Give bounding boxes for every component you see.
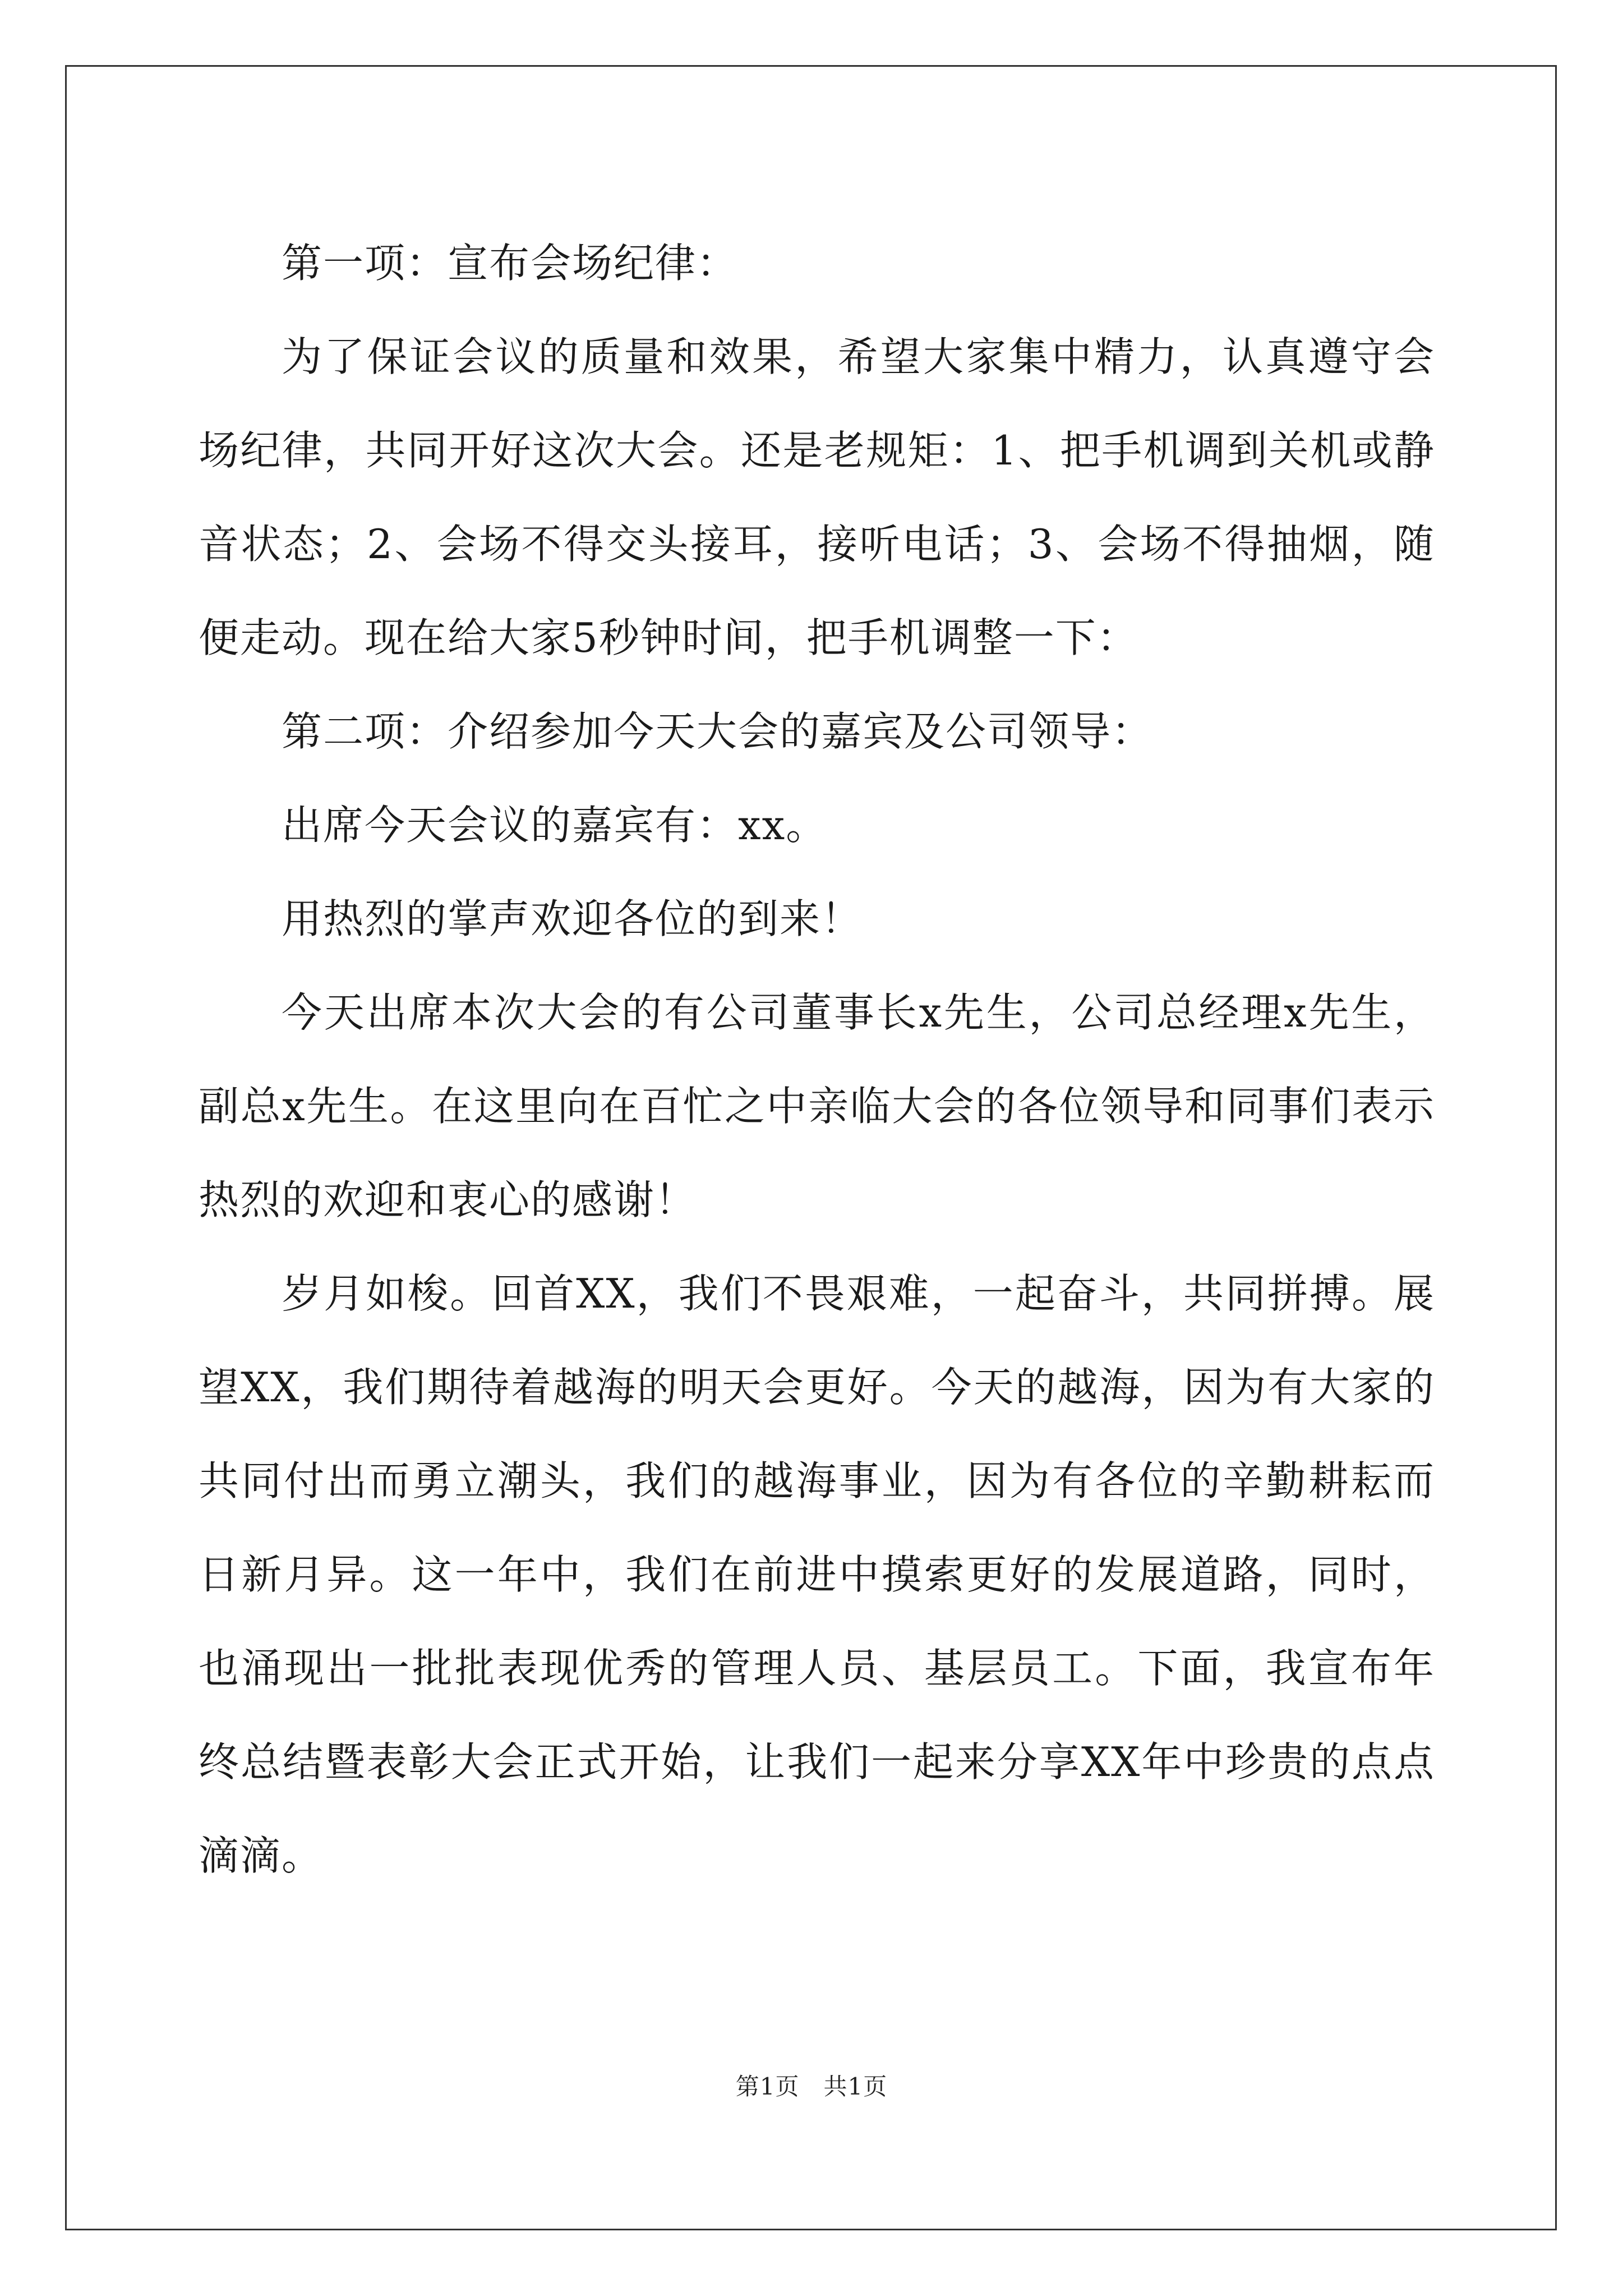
paragraph-year-review: 岁月如梭。回首XX，我们不畏艰难，一起奋斗，共同拼搏。展望XX，我们期待着越海的明天会更好。今天的越海，因为有大家的共同付出而勇立潮头，我们的越海事业，因为有各位的辛勤耕耘而日新月异。这一年中，我们在前进中摸索更好的发展道路，同时，也涌现出一批批表现优秀的管理人员、基层员工。下面，我宣布年终总结暨表彰大会正式开始，让我们一起来分享XX年中珍贵的点点滴滴。 <box>199 1270 1435 1879</box>
paragraph-item-2-heading: 第二项：介绍参加今天大会的嘉宾及公司领导： <box>282 708 1154 755</box>
paragraph-welcome: 用热烈的掌声欢迎各位的到来！ <box>282 895 863 942</box>
paragraph-leaders: 今天出席本次大会的有公司董事长x先生，公司总经理x先生，副总x先生。在这里向在百忙之中亲临大会的各位领导和同事们表示热烈的欢迎和衷心的感谢！ <box>199 989 1435 1223</box>
page-number: 第1页 共1页 <box>735 2073 888 2100</box>
paragraph-guests: 出席今天会议的嘉宾有：xx。 <box>282 802 828 849</box>
paragraph-item-1-heading: 第一项：宣布会场纪律： <box>282 240 739 287</box>
document-body <box>199 217 1435 1903</box>
paragraph-meeting-discipline: 为了保证会议的质量和效果，希望大家集中精力，认真遵守会场纪律，共同开好这次大会。还是老规矩：1、把手机调到关机或静音状态；2、会场不得交头接耳，接听电话；3、会场不得抽烟，随便走动。现在给大家5秒钟时间，把手机调整一下： <box>199 333 1435 661</box>
